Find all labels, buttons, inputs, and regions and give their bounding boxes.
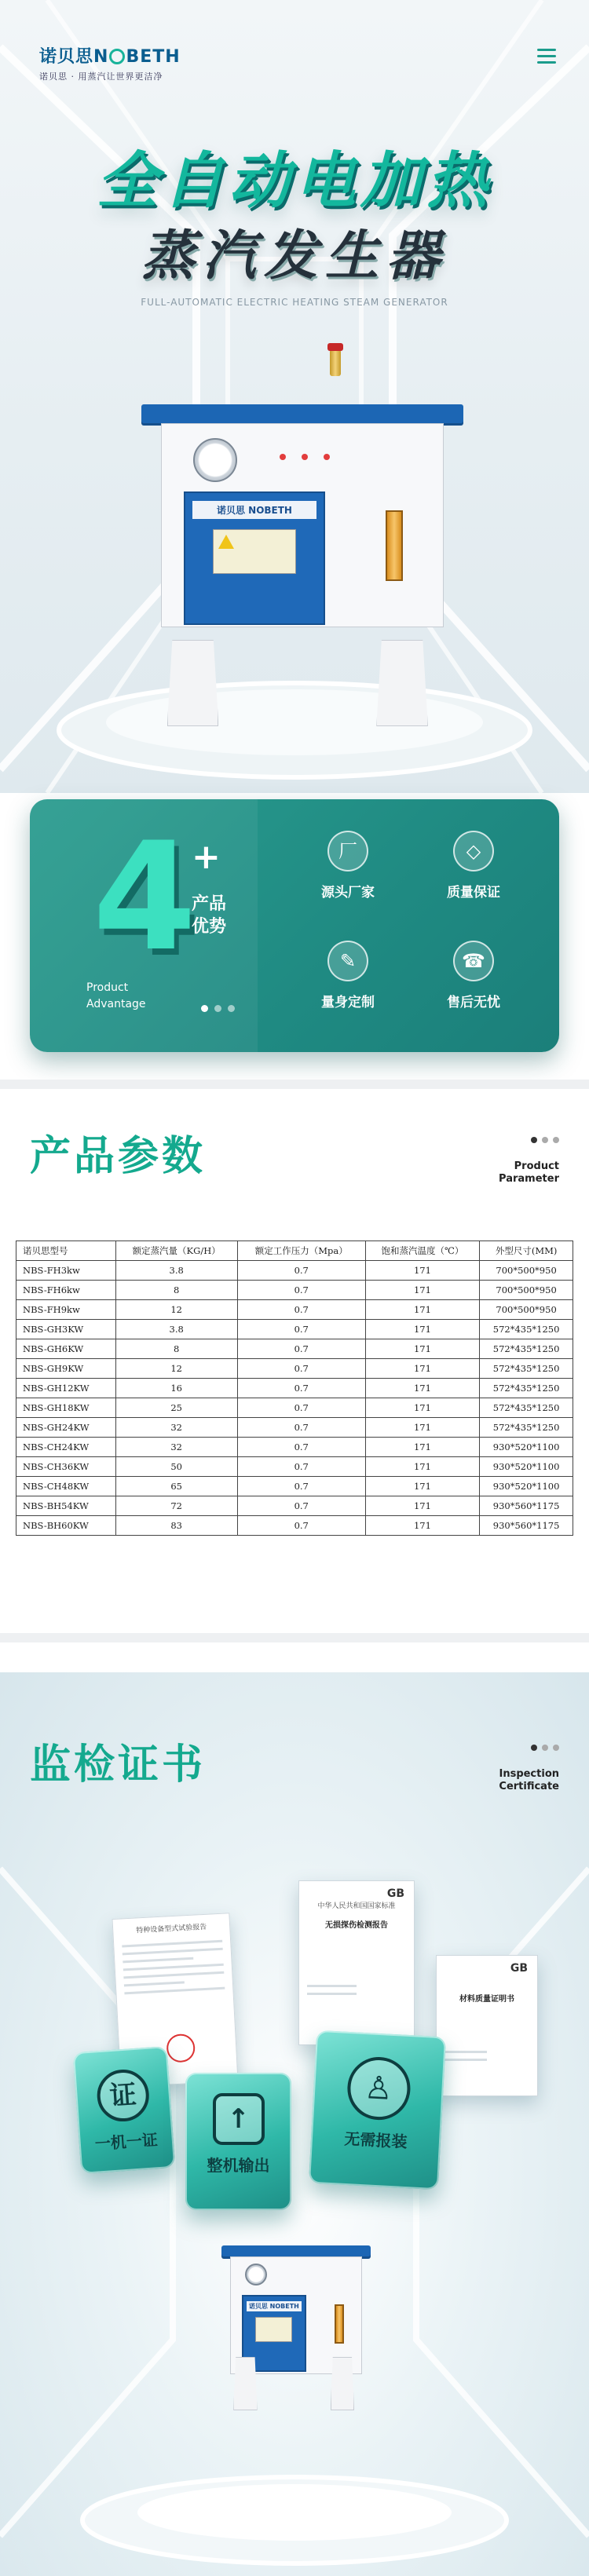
tile-one-cert: 证 一机一证 bbox=[73, 2046, 176, 2174]
table-cell: 0.7 bbox=[237, 1300, 365, 1320]
safety-valve bbox=[330, 349, 341, 376]
table-row bbox=[16, 1300, 573, 1320]
table-cell: NBS-CH48KW bbox=[16, 1477, 116, 1496]
machine-body bbox=[230, 2256, 361, 2374]
table-cell: 83 bbox=[115, 1516, 237, 1536]
certificate-document-2: GB 中华人民共和国国家标准 无损探伤检测报告 bbox=[298, 1880, 415, 2045]
table-cell: 65 bbox=[115, 1477, 237, 1496]
carousel-dots[interactable] bbox=[201, 1005, 235, 1012]
pressure-gauge-icon bbox=[245, 2264, 267, 2286]
machine-leg-right bbox=[331, 2357, 354, 2410]
machine-leg-right bbox=[376, 640, 428, 726]
inspection-dots bbox=[531, 1745, 559, 1751]
hero-title-line2: 蒸汽发生器 bbox=[141, 225, 448, 287]
params-table bbox=[16, 1240, 573, 1536]
table-cell: NBS-GH6KW bbox=[16, 1339, 116, 1359]
machine-top bbox=[141, 404, 463, 423]
steam-generator-image bbox=[141, 334, 463, 742]
table-cell: 50 bbox=[115, 1457, 237, 1477]
machine-body bbox=[161, 423, 444, 627]
water-level-gauge bbox=[386, 510, 403, 581]
table-row bbox=[16, 1320, 573, 1339]
table-cell: 930*560*1175 bbox=[480, 1496, 573, 1516]
table-row bbox=[16, 1477, 573, 1496]
advantage-plus: + bbox=[192, 837, 221, 877]
advantage-label-cn: 产品 优势 bbox=[192, 894, 227, 937]
advantage-number: 4 bbox=[93, 810, 197, 984]
column-header: 额定蒸汽量（KG/H） bbox=[115, 1241, 237, 1261]
params-title: 产品参数 bbox=[30, 1133, 207, 1180]
table-cell: 171 bbox=[365, 1477, 480, 1496]
table-row bbox=[16, 1516, 573, 1536]
machine-leg-left bbox=[167, 640, 219, 726]
diamond-icon: ◇ bbox=[453, 831, 494, 871]
table-cell: NBS-GH12KW bbox=[16, 1379, 116, 1398]
table-cell: 12 bbox=[115, 1359, 237, 1379]
table-row bbox=[16, 1496, 573, 1516]
table-row bbox=[16, 1438, 573, 1457]
table-cell: 0.7 bbox=[237, 1261, 365, 1281]
tile-no-installation-report: ♙ 无需报装 bbox=[309, 2030, 446, 2190]
table-cell: 25 bbox=[115, 1398, 237, 1418]
table-cell: 700*500*950 bbox=[480, 1281, 573, 1300]
table-cell: 8 bbox=[115, 1281, 237, 1300]
table-row bbox=[16, 1359, 573, 1379]
table-cell: NBS-BH60KW bbox=[16, 1516, 116, 1536]
advantage-label-en: Product Advantage bbox=[86, 981, 146, 1010]
inspection-title: 监检证书 bbox=[30, 1741, 207, 1789]
table-cell: NBS-GH3KW bbox=[16, 1320, 116, 1339]
certificate-icon: 证 bbox=[95, 2068, 150, 2123]
table-cell: 171 bbox=[365, 1320, 480, 1339]
machine-top bbox=[221, 2245, 371, 2256]
column-header: 外型尺寸(MM) bbox=[480, 1241, 573, 1261]
hero-subtitle: FULL-AUTOMATIC ELECTRIC HEATING STEAM GENERATOR bbox=[141, 297, 448, 308]
table-cell: 171 bbox=[365, 1398, 480, 1418]
advantage-card bbox=[30, 799, 559, 1052]
control-panel bbox=[184, 491, 324, 625]
table-cell: 572*435*1250 bbox=[480, 1359, 573, 1379]
table-cell: NBS-GH18KW bbox=[16, 1398, 116, 1418]
inspection-title-en: Inspection Certificate bbox=[499, 1768, 559, 1793]
table-cell: 171 bbox=[365, 1300, 480, 1320]
brand-slogan: 诺贝思 · 用蒸汽让世界更洁净 bbox=[39, 71, 163, 82]
table-cell: 0.7 bbox=[237, 1516, 365, 1536]
table-row bbox=[16, 1418, 573, 1438]
column-header: 额定工作压力（Mpa） bbox=[237, 1241, 365, 1261]
menu-icon[interactable] bbox=[537, 49, 556, 68]
table-row bbox=[16, 1379, 573, 1398]
table-cell: NBS-BH54KW bbox=[16, 1496, 116, 1516]
section-divider bbox=[0, 1080, 589, 1089]
wrench-icon: ✎ bbox=[327, 941, 368, 981]
table-cell: 572*435*1250 bbox=[480, 1339, 573, 1359]
params-dots bbox=[531, 1137, 559, 1143]
feature-label: 源头厂家 bbox=[321, 885, 375, 901]
table-cell: 32 bbox=[115, 1438, 237, 1457]
headset-icon: ☎ bbox=[453, 941, 494, 981]
red-stamp-icon bbox=[166, 2033, 196, 2063]
table-cell: 3.8 bbox=[115, 1320, 237, 1339]
table-cell: NBS-FH6kw bbox=[16, 1281, 116, 1300]
table-cell: 8 bbox=[115, 1339, 237, 1359]
table-cell: 0.7 bbox=[237, 1438, 365, 1457]
table-cell: 0.7 bbox=[237, 1457, 365, 1477]
table-cell: 171 bbox=[365, 1516, 480, 1536]
section-divider bbox=[0, 1633, 589, 1642]
table-cell: 0.7 bbox=[237, 1281, 365, 1300]
table-row bbox=[16, 1261, 573, 1281]
table-cell: 171 bbox=[365, 1379, 480, 1398]
safety-valve-cap bbox=[327, 343, 343, 351]
table-cell: NBS-GH9KW bbox=[16, 1359, 116, 1379]
table-cell: 12 bbox=[115, 1300, 237, 1320]
column-header: 诺贝思型号 bbox=[16, 1241, 116, 1261]
machine-logo: 诺贝思 NOBETH bbox=[247, 2301, 302, 2311]
table-header-row bbox=[16, 1241, 573, 1261]
water-level-gauge bbox=[335, 2304, 344, 2344]
table-cell: 171 bbox=[365, 1457, 480, 1477]
table-cell: 930*520*1100 bbox=[480, 1438, 573, 1457]
table-cell: 171 bbox=[365, 1438, 480, 1457]
feature-label: 售后无忧 bbox=[447, 995, 500, 1010]
table-cell: 930*520*1100 bbox=[480, 1477, 573, 1496]
table-cell: NBS-FH3kw bbox=[16, 1261, 116, 1281]
certificate-document-3: GB 材料质量证明书 bbox=[436, 1955, 538, 2096]
table-cell: 171 bbox=[365, 1418, 480, 1438]
table-cell: NBS-CH36KW bbox=[16, 1457, 116, 1477]
table-row bbox=[16, 1281, 573, 1300]
table-cell: 32 bbox=[115, 1418, 237, 1438]
table-cell: 171 bbox=[365, 1359, 480, 1379]
warning-label bbox=[255, 2317, 292, 2342]
warning-label bbox=[213, 529, 295, 573]
factory-icon: 厂 bbox=[327, 831, 368, 871]
logo-ring-icon bbox=[109, 49, 125, 64]
feature-quality bbox=[415, 831, 532, 901]
table-cell: 0.7 bbox=[237, 1379, 365, 1398]
steam-generator-image-small bbox=[221, 2214, 371, 2426]
table-cell: 16 bbox=[115, 1379, 237, 1398]
table-cell: 0.7 bbox=[237, 1496, 365, 1516]
table-cell: NBS-FH9kw bbox=[16, 1300, 116, 1320]
table-cell: 0.7 bbox=[237, 1339, 365, 1359]
table-cell: 930*560*1175 bbox=[480, 1516, 573, 1536]
table-cell: 0.7 bbox=[237, 1418, 365, 1438]
table-cell: 572*435*1250 bbox=[480, 1320, 573, 1339]
indicator-lights bbox=[280, 454, 330, 460]
pressure-gauge-icon bbox=[193, 438, 237, 482]
table-cell: 0.7 bbox=[237, 1398, 365, 1418]
table-cell: 0.7 bbox=[237, 1320, 365, 1339]
table-cell: NBS-CH24KW bbox=[16, 1438, 116, 1457]
certificate-document-1: 特种设备型式试验报告 bbox=[112, 1913, 238, 2088]
tile-complete-unit: ↑ 整机输出 bbox=[185, 2073, 291, 2210]
table-row bbox=[16, 1339, 573, 1359]
table-cell: 72 bbox=[115, 1496, 237, 1516]
table-cell: 572*435*1250 bbox=[480, 1398, 573, 1418]
machine-leg-left bbox=[233, 2357, 257, 2410]
params-table-body bbox=[16, 1261, 573, 1536]
box-export-icon: ↑ bbox=[213, 2093, 265, 2145]
machine-logo: 诺贝思 NOBETH bbox=[192, 501, 316, 519]
brand-logo[interactable] bbox=[39, 43, 181, 82]
stamp-icon: ♙ bbox=[346, 2055, 412, 2121]
table-cell: 572*435*1250 bbox=[480, 1418, 573, 1438]
table-cell: 171 bbox=[365, 1261, 480, 1281]
table-cell: 3.8 bbox=[115, 1261, 237, 1281]
table-cell: 700*500*950 bbox=[480, 1300, 573, 1320]
table-cell: 171 bbox=[365, 1281, 480, 1300]
hero-section bbox=[0, 0, 589, 793]
feature-custom bbox=[289, 941, 407, 1010]
feature-after-sales bbox=[415, 941, 532, 1010]
table-cell: 171 bbox=[365, 1496, 480, 1516]
table-cell: NBS-GH24KW bbox=[16, 1418, 116, 1438]
feature-label: 质量保证 bbox=[447, 885, 500, 901]
table-cell: 700*500*950 bbox=[480, 1261, 573, 1281]
hero-title-line1: 全自动电加热 bbox=[96, 146, 492, 217]
table-cell: 0.7 bbox=[237, 1477, 365, 1496]
params-title-en: Product Parameter bbox=[499, 1160, 559, 1186]
feature-label: 量身定制 bbox=[321, 995, 375, 1010]
table-cell: 171 bbox=[365, 1339, 480, 1359]
table-row bbox=[16, 1457, 573, 1477]
column-header: 饱和蒸汽温度（℃） bbox=[365, 1241, 480, 1261]
warning-icon bbox=[218, 535, 234, 549]
table-row bbox=[16, 1398, 573, 1418]
table-cell: 930*520*1100 bbox=[480, 1457, 573, 1477]
table-cell: 572*435*1250 bbox=[480, 1379, 573, 1398]
feature-source-factory bbox=[289, 831, 407, 901]
brand-name: 诺贝思N BETH bbox=[39, 47, 181, 67]
table-cell: 0.7 bbox=[237, 1359, 365, 1379]
